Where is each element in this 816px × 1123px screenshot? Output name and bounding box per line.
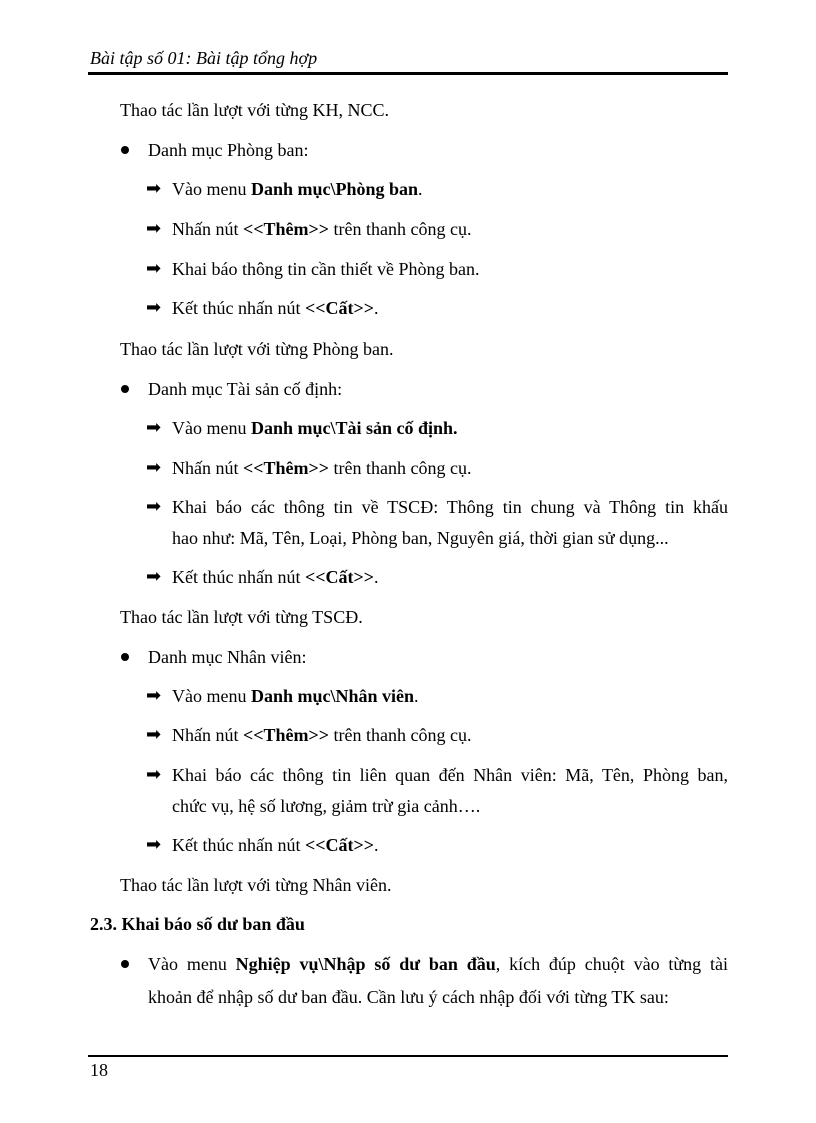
step-text: Nhấn nút bbox=[172, 458, 243, 478]
step-text: Nhấn nút bbox=[172, 219, 243, 239]
step-item: Khai báo thông tin cần thiết về Phòng ban. bbox=[172, 259, 480, 279]
button-name: <<Thêm>> bbox=[243, 458, 330, 478]
step-item bbox=[172, 683, 419, 709]
button-name: <<Thêm>> bbox=[243, 219, 330, 239]
step-item-line: Khai báo các thông tin liên quan đến Nhân viên: Mã, Tên, Phòng ban, bbox=[172, 765, 728, 785]
menu-path: Danh mục\Tài sản cố định. bbox=[250, 418, 458, 438]
step-text: Vào menu bbox=[172, 418, 251, 438]
step-text: Kết thúc nhấn nút bbox=[172, 298, 305, 318]
arrow-right-icon: ➡ bbox=[146, 685, 162, 706]
step-text: Vào menu bbox=[148, 954, 236, 974]
arrow-right-icon: ➡ bbox=[146, 178, 162, 199]
bullet-icon bbox=[121, 385, 129, 393]
step-item bbox=[172, 832, 379, 858]
header-title: Bài tập số 01: Bài tập tổng hợp bbox=[90, 48, 318, 68]
step-item-line: hao như: Mã, Tên, Loại, Phòng ban, Nguyên giá, thời gian sử dụng... bbox=[172, 528, 669, 548]
arrow-right-icon: ➡ bbox=[146, 297, 162, 318]
arrow-right-icon: ➡ bbox=[146, 258, 162, 279]
step-text: . bbox=[418, 179, 423, 199]
section-heading: 2.3. Khai báo số dư ban đầu bbox=[90, 914, 305, 934]
button-name: <<Cất>> bbox=[304, 567, 375, 587]
step-item bbox=[172, 216, 471, 242]
button-name: <<Cất>> bbox=[304, 835, 375, 855]
arrow-right-icon: ➡ bbox=[146, 457, 162, 478]
arrow-right-icon: ➡ bbox=[146, 417, 162, 438]
step-text: Vào menu bbox=[172, 686, 251, 706]
header-rule bbox=[88, 72, 728, 75]
step-text: Nhấn nút bbox=[172, 725, 243, 745]
step-text: , kích đúp chuột vào từng tài bbox=[495, 954, 728, 974]
bullet-icon bbox=[121, 960, 129, 968]
step-item bbox=[172, 176, 423, 202]
menu-path: Nghiệp vụ\Nhập số dư ban đầu bbox=[235, 954, 496, 974]
button-name: <<Thêm>> bbox=[243, 725, 330, 745]
page-number: 18 bbox=[90, 1060, 108, 1080]
step-item bbox=[172, 415, 458, 441]
step-text: Vào menu bbox=[172, 179, 251, 199]
arrow-right-icon: ➡ bbox=[146, 764, 162, 785]
arrow-right-icon: ➡ bbox=[146, 566, 162, 587]
step-text: Kết thúc nhấn nút bbox=[172, 567, 305, 587]
step-text: . bbox=[374, 567, 379, 587]
bullet-item: Danh mục Tài sản cố định: bbox=[148, 379, 343, 399]
step-text: trên thanh công cụ. bbox=[329, 219, 472, 239]
paragraph: Thao tác lần lượt với từng TSCĐ. bbox=[120, 607, 363, 627]
bullet-item: Danh mục Nhân viên: bbox=[148, 647, 307, 667]
bullet-icon bbox=[121, 653, 129, 661]
bullet-item-line: khoản để nhập số dư ban đầu. Cần lưu ý cách nhập đối với từng TK sau: bbox=[148, 987, 669, 1007]
step-item bbox=[172, 295, 379, 321]
arrow-right-icon: ➡ bbox=[146, 724, 162, 745]
step-item-line: Khai báo các thông tin về TSCĐ: Thông tin chung và Thông tin khấu bbox=[172, 497, 728, 517]
paragraph: Thao tác lần lượt với từng KH, NCC. bbox=[120, 100, 390, 120]
menu-path: Danh mục\Nhân viên bbox=[250, 686, 415, 706]
step-item bbox=[172, 564, 379, 590]
step-text: . bbox=[374, 835, 379, 855]
paragraph: Thao tác lần lượt với từng Phòng ban. bbox=[120, 339, 394, 359]
arrow-right-icon: ➡ bbox=[146, 496, 162, 517]
bullet-icon bbox=[121, 146, 129, 154]
menu-path: Danh mục\Phòng ban bbox=[250, 179, 419, 199]
step-text: trên thanh công cụ. bbox=[329, 458, 472, 478]
step-text: . bbox=[414, 686, 419, 706]
bullet-item-line bbox=[148, 951, 728, 977]
arrow-right-icon: ➡ bbox=[146, 834, 162, 855]
step-item-line: chức vụ, hệ số lương, giảm trừ gia cảnh…. bbox=[172, 796, 481, 816]
step-item bbox=[172, 722, 471, 748]
paragraph: Thao tác lần lượt với từng Nhân viên. bbox=[120, 875, 392, 895]
bullet-item: Danh mục Phòng ban: bbox=[148, 140, 309, 160]
arrow-right-icon: ➡ bbox=[146, 218, 162, 239]
button-name: <<Cất>> bbox=[304, 298, 375, 318]
step-text: . bbox=[374, 298, 379, 318]
step-item bbox=[172, 455, 471, 481]
step-text: trên thanh công cụ. bbox=[329, 725, 472, 745]
step-text: Kết thúc nhấn nút bbox=[172, 835, 305, 855]
footer-rule bbox=[88, 1055, 728, 1057]
